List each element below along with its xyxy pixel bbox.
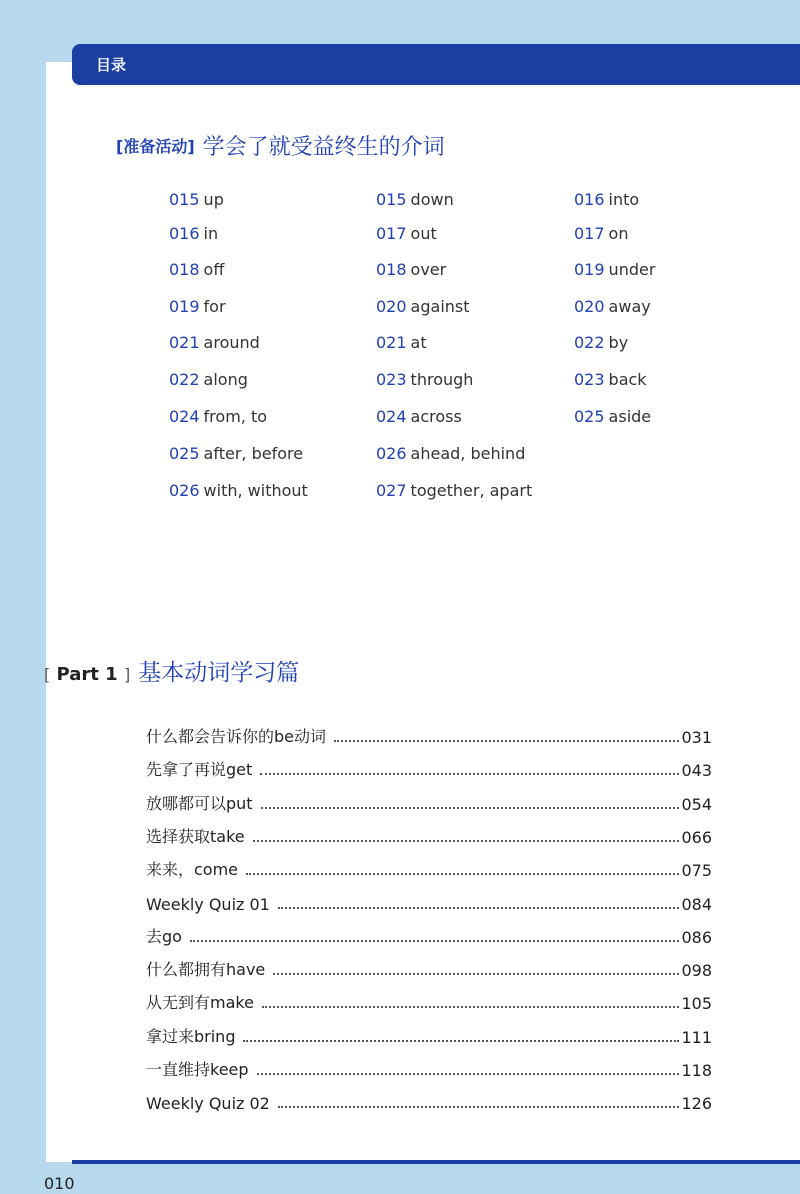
preposition-page: 021 bbox=[376, 333, 407, 352]
toc-entry-page: 118 bbox=[681, 1061, 712, 1080]
preposition-item bbox=[169, 260, 224, 279]
preposition-word: aside bbox=[608, 407, 652, 426]
toc-entry-page: 126 bbox=[681, 1094, 712, 1113]
toc-leader-dots bbox=[253, 840, 680, 842]
preposition-page: 018 bbox=[376, 260, 407, 279]
preposition-word: away bbox=[608, 297, 651, 316]
toc-entry[interactable] bbox=[146, 991, 712, 1013]
preposition-word: on bbox=[608, 224, 629, 243]
toc-leader-dots bbox=[243, 1040, 679, 1042]
toc-leader-dots bbox=[261, 807, 680, 809]
preposition-word: under bbox=[608, 260, 656, 279]
preposition-word: along bbox=[203, 370, 248, 389]
toc-leader-dots bbox=[260, 773, 679, 775]
toc-entry-page: 075 bbox=[681, 861, 712, 880]
toc-entry-title: 从无到有make bbox=[146, 993, 254, 1012]
toc-entry-title: 来来，come bbox=[146, 860, 239, 879]
toc-entry[interactable] bbox=[146, 858, 712, 880]
section-header-label: 目录 bbox=[96, 56, 127, 74]
preposition-item bbox=[169, 297, 226, 316]
preposition-word: off bbox=[203, 260, 225, 279]
toc-entry[interactable] bbox=[146, 1091, 712, 1113]
preposition-page: 020 bbox=[574, 297, 605, 316]
toc-entry-page: 054 bbox=[681, 795, 712, 814]
prep-section-title bbox=[116, 130, 445, 161]
toc-entry-page: 111 bbox=[681, 1028, 712, 1047]
section-header-bar bbox=[72, 44, 800, 85]
preposition-item bbox=[574, 333, 628, 352]
preposition-item bbox=[169, 224, 218, 243]
preposition-page: 026 bbox=[169, 481, 200, 500]
preposition-item bbox=[376, 407, 462, 426]
preposition-word: through bbox=[410, 370, 474, 389]
toc-entry[interactable] bbox=[146, 1058, 712, 1080]
preposition-item bbox=[574, 224, 628, 243]
preposition-page: 018 bbox=[169, 260, 200, 279]
toc-leader-dots bbox=[262, 1006, 680, 1008]
preposition-item bbox=[376, 297, 470, 316]
toc-entry[interactable] bbox=[146, 725, 712, 747]
toc-entry-title: Weekly Quiz 01 bbox=[146, 895, 270, 914]
preposition-page: 027 bbox=[376, 481, 407, 500]
preposition-item bbox=[169, 481, 308, 500]
toc-leader-dots bbox=[273, 973, 679, 975]
preposition-page: 024 bbox=[376, 407, 407, 426]
preposition-item bbox=[169, 407, 267, 426]
preposition-item bbox=[376, 190, 454, 209]
preposition-page: 015 bbox=[376, 190, 407, 209]
preposition-item bbox=[169, 444, 303, 463]
toc-entry[interactable] bbox=[146, 1025, 712, 1047]
toc-entry-title: 什么都拥有have bbox=[146, 960, 266, 979]
preposition-item bbox=[574, 260, 655, 279]
preposition-word: down bbox=[410, 190, 454, 209]
preposition-item bbox=[376, 260, 446, 279]
preposition-word: into bbox=[608, 190, 640, 209]
preposition-page: 026 bbox=[376, 444, 407, 463]
preposition-word: at bbox=[410, 333, 427, 352]
preposition-word: back bbox=[608, 370, 647, 389]
preposition-word: with, without bbox=[203, 481, 308, 500]
toc-entry-title: 放哪都可以put bbox=[146, 794, 253, 813]
toc-entry-title: 选择获取take bbox=[146, 827, 245, 846]
preposition-word: against bbox=[410, 297, 470, 316]
preposition-page: 022 bbox=[169, 370, 200, 389]
preposition-item bbox=[376, 224, 437, 243]
toc-leader-dots bbox=[190, 940, 680, 942]
preposition-page: 025 bbox=[169, 444, 200, 463]
toc-leader-dots bbox=[334, 740, 679, 742]
preposition-word: in bbox=[203, 224, 219, 243]
preposition-item bbox=[169, 190, 224, 209]
toc-entry[interactable] bbox=[146, 825, 712, 847]
preposition-item bbox=[574, 407, 651, 426]
preposition-page: 015 bbox=[169, 190, 200, 209]
prep-section-heading: 学会了就受益终生的介词 bbox=[202, 135, 445, 160]
preposition-item bbox=[169, 370, 248, 389]
preposition-page: 020 bbox=[376, 297, 407, 316]
part1-heading: 基本动词学习篇 bbox=[138, 660, 300, 686]
toc-entry-page: 031 bbox=[681, 728, 712, 747]
toc-leader-dots bbox=[278, 907, 680, 909]
toc-entry-page: 084 bbox=[681, 895, 712, 914]
toc-entry-page: 086 bbox=[681, 928, 712, 947]
toc-entry-page: 105 bbox=[681, 994, 712, 1013]
preposition-word: around bbox=[203, 333, 260, 352]
preposition-item bbox=[169, 333, 260, 352]
preposition-word: out bbox=[410, 224, 437, 243]
preposition-page: 023 bbox=[574, 370, 605, 389]
preposition-item bbox=[574, 370, 647, 389]
page-number: 010 bbox=[44, 1174, 75, 1193]
toc-entry-page: 066 bbox=[681, 828, 712, 847]
preposition-word: over bbox=[410, 260, 447, 279]
toc-entry[interactable] bbox=[146, 758, 712, 780]
preposition-page: 022 bbox=[574, 333, 605, 352]
preposition-word: up bbox=[203, 190, 224, 209]
preposition-word: ahead, behind bbox=[410, 444, 526, 463]
preposition-page: 016 bbox=[169, 224, 200, 243]
toc-entry-title: 什么都会告诉你的be动词 bbox=[146, 727, 327, 746]
preposition-page: 017 bbox=[376, 224, 407, 243]
toc-entry[interactable] bbox=[146, 892, 712, 914]
preposition-page: 019 bbox=[169, 297, 200, 316]
preposition-item bbox=[376, 444, 525, 463]
preposition-page: 016 bbox=[574, 190, 605, 209]
toc-entry-title: Weekly Quiz 02 bbox=[146, 1094, 270, 1113]
preposition-item bbox=[376, 370, 473, 389]
preposition-item bbox=[376, 333, 427, 352]
toc-entry-page: 043 bbox=[681, 761, 712, 780]
toc-leader-dots bbox=[257, 1073, 680, 1075]
toc-entry[interactable] bbox=[146, 792, 712, 814]
toc-leader-dots bbox=[246, 873, 679, 875]
preposition-word: after, before bbox=[203, 444, 304, 463]
preposition-word: for bbox=[203, 297, 226, 316]
preposition-page: 024 bbox=[169, 407, 200, 426]
toc-entry-title: 去go bbox=[146, 927, 182, 946]
preposition-page: 025 bbox=[574, 407, 605, 426]
footer-rule bbox=[72, 1160, 800, 1164]
preposition-page: 017 bbox=[574, 224, 605, 243]
toc-entry-title: 先拿了再说get bbox=[146, 760, 253, 779]
toc-entry-title: 一直维持keep bbox=[146, 1060, 249, 1079]
part1-title bbox=[44, 654, 299, 687]
preposition-item bbox=[574, 297, 651, 316]
part1-tag: [ Part 1 ] bbox=[44, 664, 131, 685]
preposition-page: 023 bbox=[376, 370, 407, 389]
preposition-word: across bbox=[410, 407, 462, 426]
toc-entry-title: 拿过来bring bbox=[146, 1027, 236, 1046]
toc-entry[interactable] bbox=[146, 958, 712, 980]
preposition-word: together, apart bbox=[410, 481, 533, 500]
preposition-item bbox=[376, 481, 532, 500]
toc-entry-page: 098 bbox=[681, 961, 712, 980]
preposition-word: from, to bbox=[203, 407, 268, 426]
preposition-item bbox=[574, 190, 639, 209]
toc-leader-dots bbox=[278, 1106, 680, 1108]
preposition-word: by bbox=[608, 333, 629, 352]
prep-section-tag: [准备活动] bbox=[116, 137, 195, 156]
preposition-page: 021 bbox=[169, 333, 200, 352]
preposition-page: 019 bbox=[574, 260, 605, 279]
toc-entry[interactable] bbox=[146, 925, 712, 947]
